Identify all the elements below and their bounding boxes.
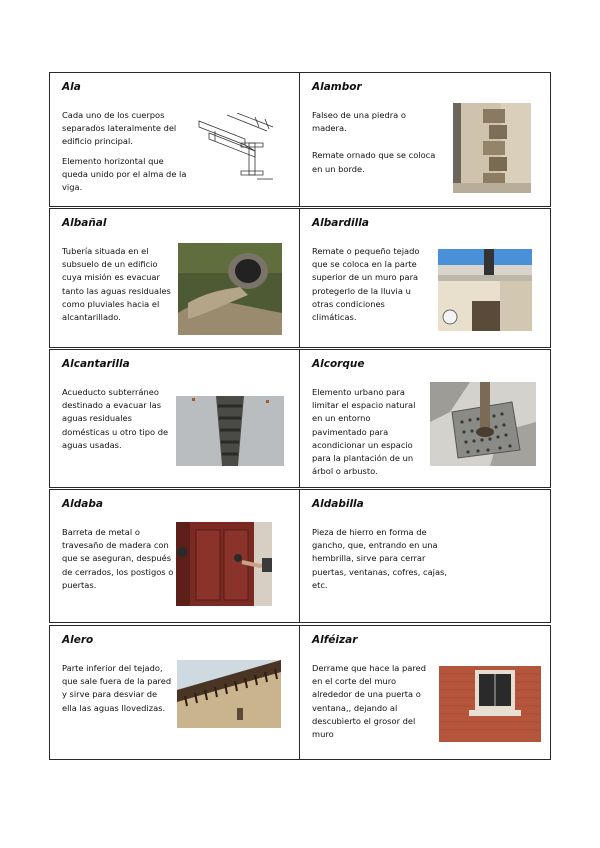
- card-term: Ala: [62, 81, 81, 93]
- glossary-card-alero: [50, 626, 300, 759]
- card-paragraph: Tubería situada en el subsuelo de un edificio cuya misión es evacuar tanto las aguas residuales como pluviales hacia el alcantarillado.: [62, 246, 171, 323]
- card-term: Albañal: [62, 217, 107, 229]
- card-description: [312, 386, 424, 484]
- glossary-card-alcantarilla: [50, 350, 300, 487]
- window-sill-photo: [439, 666, 541, 742]
- stone-quoin-photo: [453, 103, 531, 193]
- card-paragraph: Remate ornado que se coloca en un borde.: [312, 150, 436, 174]
- card-paragraph: Pieza de hierro en forma de gancho, que, entrando en una hembrilla, sirve para cerrar puertas, ventanas, cofres, cajas, etc.: [312, 527, 448, 590]
- card-paragraph: Falseo de una piedra o madera.: [312, 110, 406, 134]
- glossary-card-aldaba: [50, 490, 300, 622]
- tree-grate-photo: [430, 382, 536, 466]
- card-term: Alcorque: [312, 358, 365, 370]
- drain-pipe-photo: [178, 243, 282, 335]
- card-term: Alero: [62, 634, 94, 646]
- card-paragraph: Elemento horizontal que queda unido por el alma de la viga.: [62, 155, 187, 193]
- card-description: [62, 662, 174, 721]
- card-term: Alcantarilla: [62, 358, 130, 370]
- card-paragraph: Remate o pequeño tejado que se coloca en la parte superior de un muro para protegerlo de la lluvia u otras condiciones climáticas.: [312, 246, 420, 323]
- card-term: Alféizar: [312, 634, 358, 646]
- roof-eave-photo: [177, 660, 281, 728]
- card-term: Alambor: [312, 81, 362, 93]
- card-paragraph: Parte inferior del tejado, que sale fuera de la pared y sirve para desviar de ella las aguas llovedizas.: [62, 663, 172, 713]
- steel-beam-drawing: [197, 113, 275, 183]
- card-row: [49, 349, 551, 488]
- card-paragraph: Elemento urbano para limitar el espacio natural en un entorno pavimentado para acondicionar un espacio para la plantación de un árbol o arbusto.: [312, 387, 416, 477]
- glossary-card-alcorque: [300, 350, 550, 487]
- card-description: [62, 109, 190, 200]
- glossary-card-ala: [50, 73, 300, 206]
- card-description: [312, 245, 432, 330]
- card-term: Albardilla: [312, 217, 369, 229]
- card-description: [312, 662, 436, 747]
- card-description: [62, 386, 172, 458]
- glossary-card-alambor: [300, 73, 550, 206]
- card-paragraph: Barreta de metal o travesaño de madera con que se aseguran, después de cerrados, los postigos o puertas.: [62, 527, 174, 590]
- glossary-card-albardilla: [300, 209, 550, 347]
- card-term: Aldabilla: [312, 498, 364, 510]
- card-row: [49, 625, 551, 760]
- glossary-card-aldabilla: [300, 490, 550, 622]
- card-term: Aldaba: [62, 498, 103, 510]
- glossary-card-albanal: [50, 209, 300, 347]
- card-row: [49, 208, 551, 348]
- glossary-card-alfeizar: [300, 626, 550, 759]
- card-description: [62, 245, 172, 330]
- card-paragraph: Acueducto subterráneo destinado a evacuar las aguas residuales domésticas u otro tipo de aguas usadas.: [62, 387, 169, 450]
- card-row: [49, 72, 551, 207]
- card-description: [312, 109, 437, 182]
- card-paragraph: Derrame que hace la pared en el corte del muro alrededor de una puerta o ventana,, dejando al descubierto el grosor del muro: [312, 663, 426, 740]
- wall-coping-photo: [438, 249, 532, 331]
- card-description: [62, 526, 176, 598]
- door-knocker-photo: [176, 522, 272, 606]
- card-paragraph: Cada uno de los cuerpos separados lateralmente del edificio principal.: [62, 110, 177, 147]
- card-description: [312, 526, 462, 598]
- card-row: [49, 489, 551, 623]
- sewer-channel-photo: [176, 396, 284, 466]
